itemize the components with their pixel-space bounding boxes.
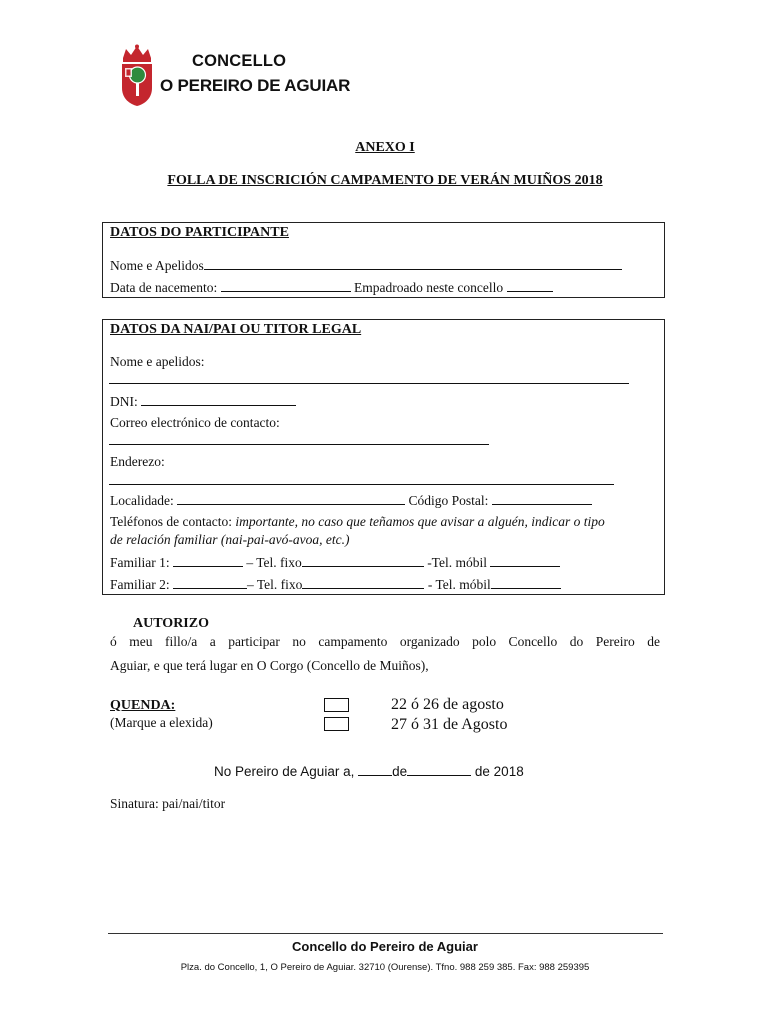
month-field[interactable]: [407, 764, 471, 776]
participant-heading: DATOS DO PARTICIPANTE: [110, 225, 289, 240]
participant-name-label: Nome e Apelidos: [110, 258, 204, 273]
phones-row: [110, 514, 605, 530]
dni-label: DNI:: [110, 394, 138, 409]
city-postal-row: [110, 492, 592, 509]
phones-label: Teléfonos de contacto:: [110, 514, 233, 529]
place-date-prefix: No Pereiro de Aguiar a,: [214, 764, 355, 779]
address-label: Enderezo:: [110, 454, 165, 469]
footer-divider: [108, 933, 663, 934]
family2-landline-label: – Tel. fixo: [247, 577, 303, 592]
city-label: Localidade:: [110, 493, 174, 508]
shift-option-2-label: 27 ó 31 de Agosto: [391, 716, 508, 733]
birth-date-label: Data de nacemento:: [110, 280, 218, 295]
postal-code-label: Código Postal:: [408, 493, 489, 508]
guardian-name-field[interactable]: [109, 383, 629, 384]
family2-mobile-label: - Tel. móbil: [427, 577, 491, 592]
family2-name-field[interactable]: [173, 576, 247, 589]
authorize-text-line2: Aguiar, e que terá lugar en O Corgo (Concello de Muiños),: [110, 658, 429, 673]
family1-mobile-label: -Tel. móbil: [427, 555, 487, 570]
guardian-name-label: Nome e apelidos:: [110, 354, 205, 369]
footer-title: Concello do Pereiro de Aguiar: [292, 939, 478, 954]
municipal-crest-logo: [118, 44, 156, 108]
family1-landline-label: – Tel. fixo: [246, 555, 302, 570]
annex-title: ANEXO I: [355, 140, 415, 155]
shift-option-2-checkbox[interactable]: [324, 717, 349, 731]
city-field[interactable]: [177, 492, 405, 505]
email-label: Correo electrónico de contacto:: [110, 415, 280, 430]
address-field[interactable]: [109, 484, 614, 485]
family2-label: Familiar 2:: [110, 577, 170, 592]
form-title: FOLLA DE INSCRICIÓN CAMPAMENTO DE VERÁN MUIÑOS 2018: [167, 173, 603, 188]
registered-field[interactable]: [507, 279, 553, 292]
guardian-heading: DATOS DA NAI/PAI OU TITOR LEGAL: [110, 322, 362, 337]
family1-name-field[interactable]: [173, 554, 243, 567]
authorize-text-line1: ó meu fillo/a a participar no campamento organizado polo Concello do Pereiro de: [110, 634, 660, 649]
logo-text-concello: CONCELLO: [192, 52, 287, 70]
shift-option-1-label: 22 ó 26 de agosto: [391, 696, 504, 713]
participant-birth-row: [110, 279, 553, 296]
authorize-heading: AUTORIZO: [133, 616, 209, 631]
family2-row: [110, 576, 561, 593]
postal-code-field[interactable]: [492, 492, 592, 505]
family2-mobile-field[interactable]: [491, 576, 561, 589]
day-field[interactable]: [358, 764, 392, 776]
participant-name-row: [110, 257, 622, 274]
family1-label: Familiar 1:: [110, 555, 170, 570]
dni-field[interactable]: [141, 393, 296, 406]
place-date-middle: de: [392, 764, 408, 779]
signature-label: Sinatura: pai/nai/titor: [110, 796, 226, 811]
shift-heading: QUENDA:: [110, 698, 176, 713]
family1-mobile-field[interactable]: [490, 554, 560, 567]
family1-row: [110, 554, 560, 571]
registered-label: Empadroado neste concello: [353, 280, 504, 295]
shift-hint: (Marque a elexida): [110, 715, 213, 730]
birth-date-field[interactable]: [221, 279, 351, 292]
shift-option-1-checkbox[interactable]: [324, 698, 349, 712]
guardian-dni-row: [110, 393, 296, 410]
email-field[interactable]: [109, 444, 489, 445]
place-date-line: [214, 764, 524, 779]
footer-address: Plza. do Concello, 1, O Pereiro de Aguiar. 32710 (Ourense). Tfno. 988 259 385. Fax: 988 259395: [180, 962, 590, 973]
place-date-suffix: de 2018: [474, 764, 524, 779]
participant-name-field[interactable]: [204, 257, 622, 270]
phones-note: importante, no caso que teñamos que avisar a alguén, indicar o tipo: [235, 514, 605, 529]
family2-landline-field[interactable]: [302, 576, 424, 589]
logo-text-municipality: O PEREIRO DE AGUIAR: [160, 76, 351, 95]
family1-landline-field[interactable]: [302, 554, 424, 567]
phones-note-continued: de relación familiar (nai-pai-avó-avoa, etc.): [110, 532, 350, 547]
